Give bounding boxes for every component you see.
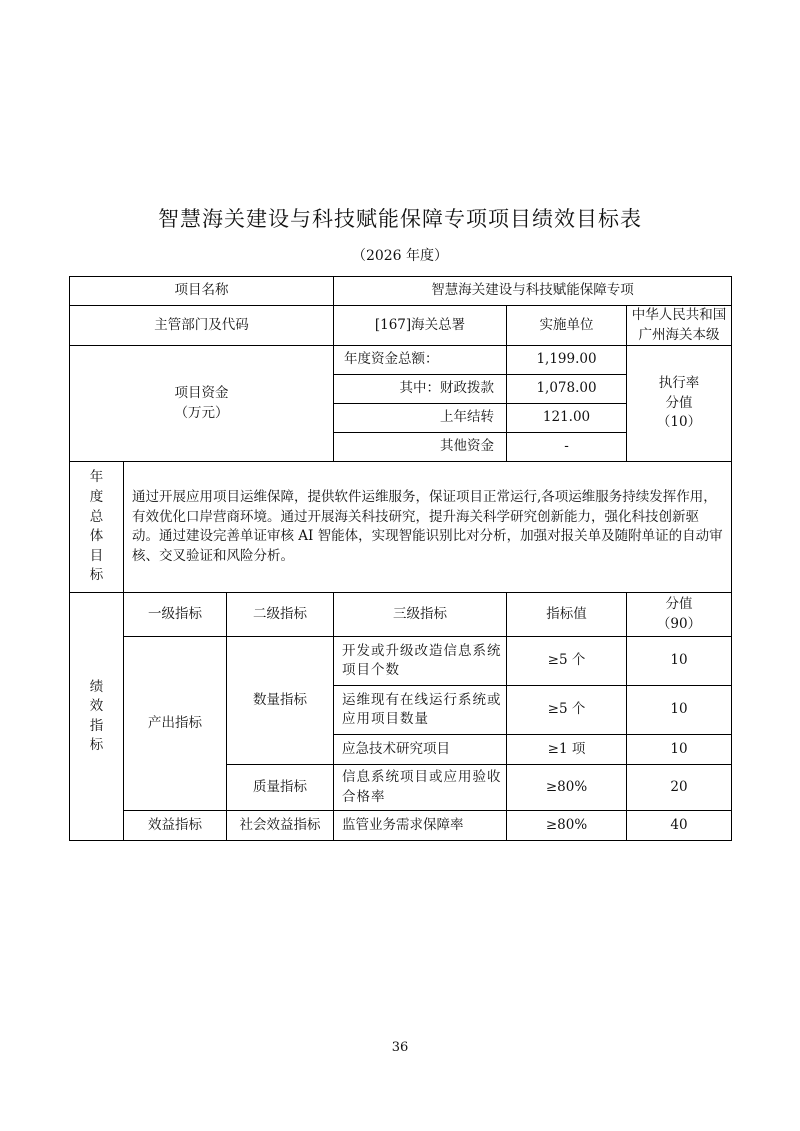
indicator-name: 信息系统项目或应用验收合格率 xyxy=(334,765,507,811)
funds-other-value: - xyxy=(507,433,627,462)
project-name-label: 项目名称 xyxy=(70,277,334,306)
quality-indicator-label: 质量指标 xyxy=(227,765,334,811)
indicator-name: 监管业务需求保障率 xyxy=(334,811,507,841)
indicator-name: 运维现有在线运行系统或应用项目数量 xyxy=(334,686,507,735)
department-label: 主管部门及代码 xyxy=(70,306,334,346)
header-score-total: （90） xyxy=(656,615,702,632)
indicator-header-row xyxy=(70,593,732,637)
quantity-indicator-label: 数量指标 xyxy=(227,637,334,765)
indicator-value: ≥80% xyxy=(507,811,627,841)
indicator-value: ≥80% xyxy=(507,765,627,811)
indicator-score: 10 xyxy=(627,686,732,735)
indicator-score: 20 xyxy=(627,765,732,811)
funds-carryover-value: 121.00 xyxy=(507,404,627,433)
indicator-name: 开发或升级改造信息系统项目个数 xyxy=(334,637,507,686)
header-level1: 一级指标 xyxy=(124,593,227,637)
document-year: （2026 年度） xyxy=(351,248,449,264)
execution-rate-label: 执行率 xyxy=(658,375,700,392)
funds-other-label: 其他资金 xyxy=(334,433,507,462)
header-value: 指标值 xyxy=(507,593,627,637)
funds-total-row xyxy=(70,346,732,375)
page-number: 36 xyxy=(391,1040,409,1055)
indicator-value: ≥5 个 xyxy=(507,686,627,735)
funds-total-value: 1,199.00 xyxy=(507,346,627,375)
department-row xyxy=(70,306,732,346)
indicators-label: 绩 效 指 标 xyxy=(70,593,124,841)
social-benefit-label: 社会效益指标 xyxy=(227,811,334,841)
annual-goal-text: 通过开展应用项目运维保障，提供软件运维服务，保证项目正常运行,各项运维服务持续发挥作用，有效优化口岸营商环境。通过开展海关科技研究，提升海关科学研究创新能力，强化科技创新驱动。通过建设完善单证审核 AI 智能体，实现智能识别比对分析，加强对报关单及随附单证的自动审核、交叉验证和风险分析。 xyxy=(124,462,732,593)
funds-fiscal-value: 1,078.00 xyxy=(507,375,627,404)
funds-fiscal-label: 其中：财政拨款 xyxy=(334,375,507,404)
output-indicator-label: 产出指标 xyxy=(124,637,227,811)
performance-table xyxy=(69,276,732,841)
funds-unit: （万元） xyxy=(174,404,229,421)
execution-rate-score: （10） xyxy=(656,414,702,431)
header-level3: 三级指标 xyxy=(334,593,507,637)
implementing-unit-value: 中华人民共和国广州海关本级 xyxy=(627,306,732,346)
project-name-value: 智慧海关建设与科技赋能保障专项 xyxy=(334,277,732,306)
indicator-score: 40 xyxy=(627,811,732,841)
implementing-unit-label: 实施单位 xyxy=(507,306,627,346)
header-score-cell xyxy=(627,593,732,637)
execution-rate-score-label: 分值 xyxy=(665,394,693,411)
funds-total-label: 年度资金总额： xyxy=(334,346,507,375)
department-value: [167]海关总署 xyxy=(334,306,507,346)
indicator-score: 10 xyxy=(627,735,732,765)
annual-goal-label: 年 度 总 体 目 标 xyxy=(70,462,124,593)
header-score: 分值 xyxy=(665,596,693,613)
funds-label-cell xyxy=(70,346,334,462)
funds-carryover-label: 上年结转 xyxy=(334,404,507,433)
table-row xyxy=(70,811,732,841)
indicator-value: ≥1 项 xyxy=(507,735,627,765)
indicator-score: 10 xyxy=(627,637,732,686)
header-level2: 二级指标 xyxy=(227,593,334,637)
indicator-name: 应急技术研究项目 xyxy=(334,735,507,765)
project-name-row xyxy=(70,277,732,306)
table-row xyxy=(70,637,732,686)
indicator-value: ≥5 个 xyxy=(507,637,627,686)
funds-label: 项目资金 xyxy=(174,385,229,402)
document-title: 智慧海关建设与科技赋能保障专项项目绩效目标表 xyxy=(158,207,642,231)
annual-goal-row xyxy=(70,462,732,593)
execution-rate-cell xyxy=(627,346,732,462)
benefit-indicator-label: 效益指标 xyxy=(124,811,227,841)
